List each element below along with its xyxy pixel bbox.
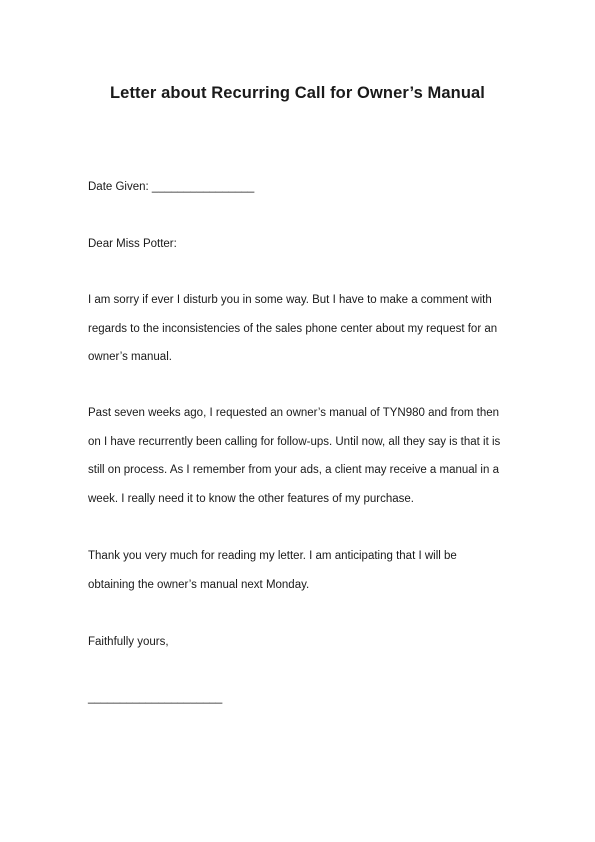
paragraph-3-line-2: obtaining the owner’s manual next Monday. — [88, 579, 310, 591]
paragraph-1-line-3: owner’s manual. — [88, 351, 172, 363]
paragraph-2-line-2: on I have recurrently been calling for follow-ups. Until now, all they say is that it is — [88, 436, 501, 448]
paragraph-1-line-1: I am sorry if ever I disturb you in some way. But I have to make a comment with — [88, 294, 492, 306]
paragraph-1-line-2: regards to the inconsistencies of the sales phone center about my request for an — [88, 323, 498, 335]
paragraph-2-line-3: still on process. As I remember from your ads, a client may receive a manual in a — [88, 464, 499, 476]
paragraph-3-line-1: Thank you very much for reading my letter. I am anticipating that I will be — [88, 550, 457, 562]
signature-line: _____________________ — [88, 692, 223, 704]
date-given-line: Date Given: ________________ — [88, 181, 255, 193]
salutation: Dear Miss Potter: — [88, 238, 177, 250]
letter-title: Letter about Recurring Call for Owner’s Manual — [110, 84, 485, 102]
paragraph-2-line-1: Past seven weeks ago, I requested an owner’s manual of TYN980 and from then — [88, 407, 500, 419]
closing: Faithfully yours, — [88, 636, 169, 648]
paragraph-2-line-4: week. I really need it to know the other features of my purchase. — [88, 493, 415, 505]
